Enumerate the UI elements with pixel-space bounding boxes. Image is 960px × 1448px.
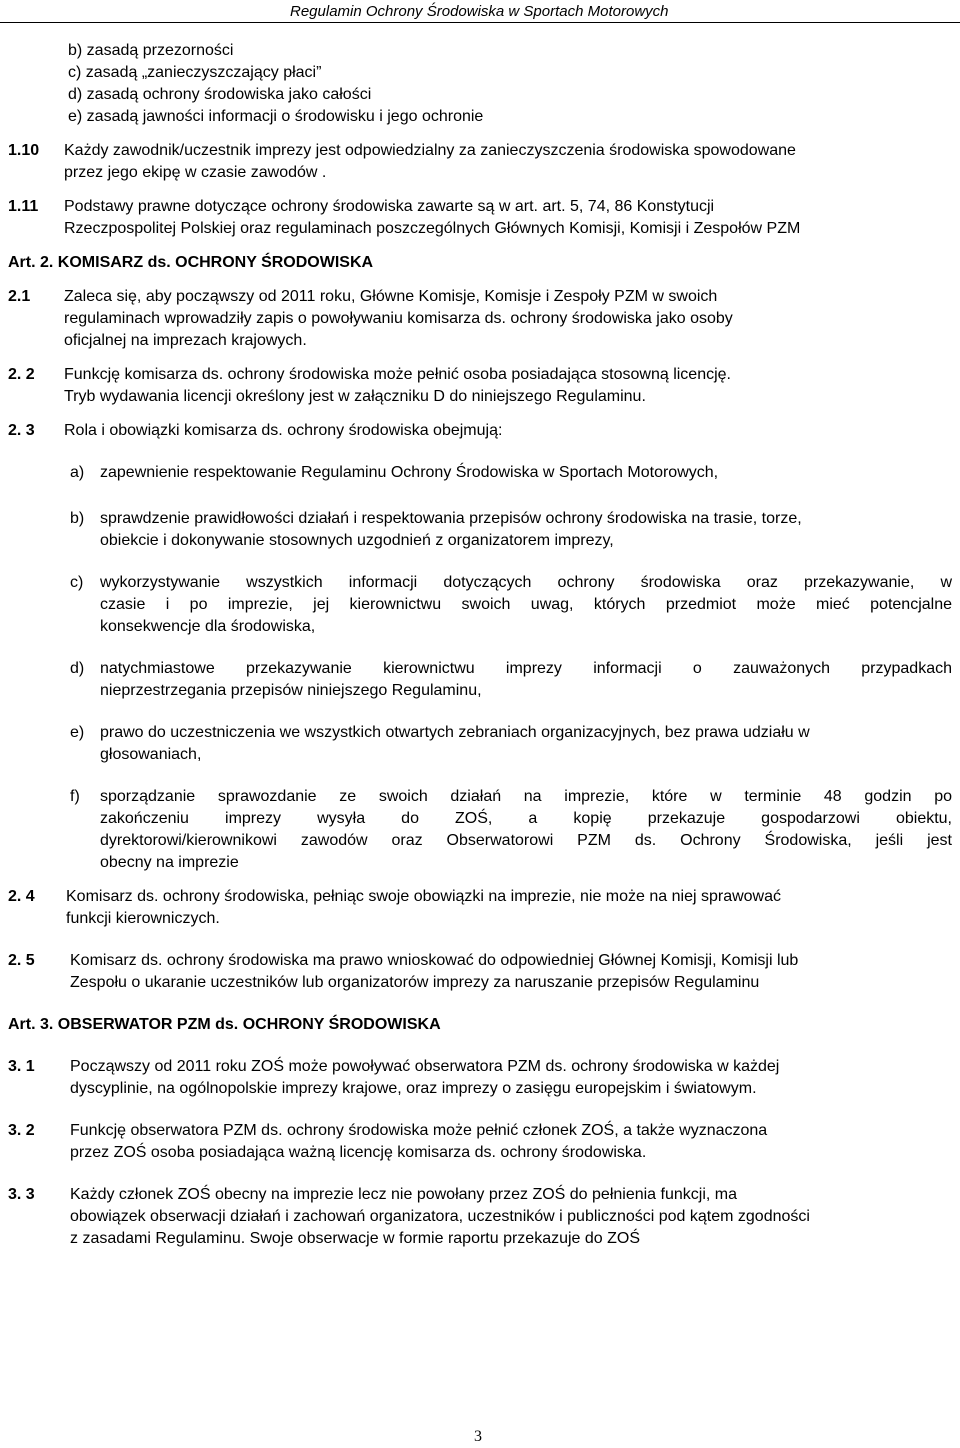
article-3-heading: Art. 3. OBSERWATOR PZM ds. OCHRONY ŚRODOWISKA [8, 1016, 441, 1033]
section-3-2: 3. 2 Funkcję obserwatora PZM ds. ochrony środowiska może pełnić członek ZOŚ, a także wyznaczona przez ZOŚ osoba posiadająca ważną licencję komisarza ds. ochrony środowiska. [8, 1120, 954, 1164]
header-divider [0, 22, 960, 23]
section-2-3: 2. 3 Rola i obowiązki komisarza ds. ochrony środowiska obejmują: [8, 420, 954, 442]
section-number: 2. 2 [8, 366, 35, 383]
section-2-1: 2.1 Zaleca się, aby począwszy od 2011 roku, Główne Komisje, Komisje i Zespoły PZM w swoich regulaminach wprowadziły zapis o powoływaniu komisarza ds. ochrony środowiska jako osoby oficjalnej na imprezach krajowych. [8, 286, 954, 352]
section-1-11: 1.11 Podstawy prawne dotyczące ochrony środowiska zawarte są w art. art. 5, 74, 86 Konstytucji Rzeczpospolitej Polskiej oraz regulaminach poszczególnych Głównych Komisji, Komisji i Zespołów PZM [8, 196, 954, 240]
duty-item-d: d) natychmiastowe przekazywanie kierownictwu imprezy informacji o zauważonych przypadkach nieprzestrzegania przepisów niniejszego Regulaminu, [8, 658, 954, 702]
page-number: 3 [474, 1428, 482, 1445]
section-1-10: 1.10 Każdy zawodnik/uczestnik imprezy jest odpowiedzialny za zanieczyszczenia środowiska spowodowane przez jego ekipę w czasie zawodów . [8, 140, 954, 184]
section-number: 2. 5 [8, 952, 35, 969]
list-letter: e) [70, 724, 85, 741]
document-body [8, 40, 954, 1250]
duty-item-e: e) prawo do uczestniczenia we wszystkich otwartych zebraniach organizacyjnych, bez prawa udziału w głosowaniach, [8, 722, 954, 766]
section-3-1: 3. 1 Począwszy od 2011 roku ZOŚ może powoływać obserwatora PZM ds. ochrony środowiska w każdej dyscyplinie, na ogólnopolskie imprezy krajowe, oraz imprezy o zasięgu europejskim i światowym. [8, 1056, 954, 1100]
section-number: 3. 2 [8, 1122, 35, 1139]
section-number: 2. 4 [8, 888, 35, 905]
list-letter: a) [70, 464, 85, 481]
list-letter: d) [70, 660, 85, 677]
principles-list [8, 40, 954, 128]
duty-item-f: f) sporządzanie sprawozdanie ze swoich działań na imprezie, które w terminie 48 godzin po zakończeniu imprezy wysyła do ZOŚ, a kopię przekazuje gospodarzowi obiektu, dyrektorowi/kierownikowi zawodów oraz Obserwatorowi PZM ds. Ochrony Środowiska, jeśli jest obecny na imprezie [8, 786, 954, 874]
section-2-2: 2. 2 Funkcję komisarza ds. ochrony środowiska może pełnić osoba posiadająca stosowną licencję. Tryb wydawania licencji określony jest w załączniku D do niniejszego Regulaminu. [8, 364, 954, 408]
duty-item-a: a) zapewnienie respektowanie Regulaminu Ochrony Środowiska w Sportach Motorowych, [8, 462, 954, 484]
section-number: 3. 3 [8, 1186, 35, 1203]
article-2-heading: Art. 2. KOMISARZ ds. OCHRONY ŚRODOWISKA [8, 254, 374, 271]
principle-item: b) zasadą przezorności [68, 42, 234, 59]
section-number: 1.11 [8, 198, 39, 215]
duty-item-c: c) wykorzystywanie wszystkich informacji dotyczących ochrony środowiska oraz przekazywanie, w czasie i po imprezie, jej kierownictwu swoich uwag, których przedmiot może mieć potencjalne konsekwencje dla środowiska, [8, 572, 954, 638]
section-2-4: 2. 4 Komisarz ds. ochrony środowiska, pełniąc swoje obowiązki na imprezie, nie może na niej sprawować funkcji kierowniczych. [8, 886, 954, 930]
duty-item-b: b) sprawdzenie prawidłowości działań i respektowania przepisów ochrony środowiska na trasie, torze, obiekcie i dokonywanie stosownych uzgodnień z organizatorem imprezy, [8, 508, 954, 552]
section-number: 3. 1 [8, 1058, 35, 1075]
document-title: Regulamin Ochrony Środowiska w Sportach Motorowych [290, 3, 669, 20]
section-number: 2. 3 [8, 422, 35, 439]
section-number: 1.10 [8, 142, 40, 159]
list-letter: c) [70, 574, 84, 591]
principle-item: d) zasadą ochrony środowiska jako całości [68, 86, 372, 103]
principle-item: c) zasadą „zanieczyszczający płaci” [68, 64, 322, 81]
section-number: 2.1 [8, 288, 31, 305]
list-letter: f) [70, 788, 80, 805]
list-letter: b) [70, 510, 85, 527]
section-2-5: 2. 5 Komisarz ds. ochrony środowiska ma prawo wnioskować do odpowiedniej Głównej Komisji, Komisji lub Zespołu o ukaranie uczestników lub organizatorów imprezy za naruszanie przepisów Regulaminu [8, 950, 954, 994]
principle-item: e) zasadą jawności informacji o środowisku i jego ochronie [68, 108, 484, 125]
section-3-3: 3. 3 Każdy członek ZOŚ obecny na imprezie lecz nie powołany przez ZOŚ do pełnienia funkcji, ma obowiązek obserwacji działań i zachowań organizatora, uczestników i publiczności pod kątem zgodności z zasadami Regulaminu. Swoje obserwacje w formie raportu przekazuje do ZOŚ [8, 1184, 954, 1250]
page-header [0, 0, 960, 24]
